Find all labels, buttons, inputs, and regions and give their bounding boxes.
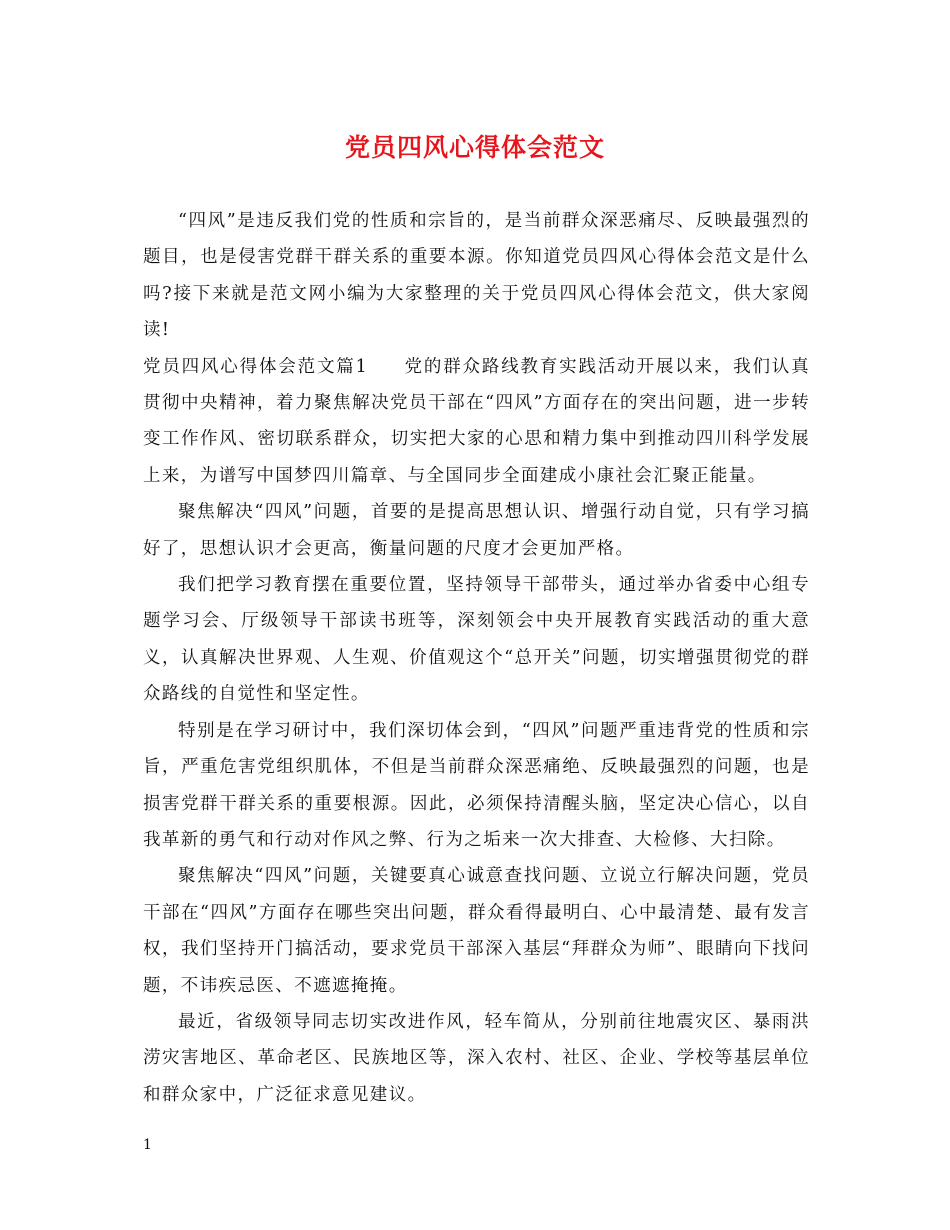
section-heading: 党员四风心得体会范文篇1 — [143, 356, 369, 377]
body-paragraph-2: 我们把学习教育摆在重要位置，坚持领导干部带头，通过举办省委中心组专题学习会、厅级领导干部读书班等，深刻领会中央开展教育实践活动的重大意义，认真解决世界观、人生观、价值观这个“总开关”问题，切实增强贯彻党的群众路线的自觉性和坚定性。 — [143, 575, 810, 705]
intro-paragraph: “四风”是违反我们党的性质和宗旨的，是当前群众深恶痛尽、反映最强烈的题目，也是侵害党群干群关系的重要本源。你知道党员四风心得体会范文是什么吗?接下来就是范文网小编为大家整理的关于党员四风心得体会范文，供大家阅读! — [143, 211, 810, 341]
document-title: 党员四风心得体会范文 — [344, 133, 605, 162]
body-paragraph-3: 特别是在学习研讨中，我们深切体会到，“四风”问题严重违背党的性质和宗旨，严重危害党组织肌体，不但是当前群众深恶痛绝、反映最强烈的问题，也是损害党群干群关系的重要根源。因此，必须保持清醒头脑，坚定决心信心，以自我革新的勇气和行动对作风之弊、行为之垢来一次大排查、大检修、大扫除。 — [143, 720, 810, 850]
body-paragraph-5: 最近，省级领导同志切实改进作风，轻车简从，分别前往地震灾区、暴雨洪涝灾害地区、革命老区、民族地区等，深入农村、社区、企业、学校等基层单位和群众家中，广泛征求意见建议。 — [143, 1011, 810, 1105]
body-paragraph-1: 聚焦解决“四风”问题，首要的是提高思想认识、增强行动自觉，只有学习搞好了，思想认识才会更高，衡量问题的尺度才会更加严格。 — [143, 502, 810, 559]
body-paragraph-4: 聚焦解决“四风”问题，关键要真心诚意查找问题、立说立行解决问题，党员干部在“四风”方面存在哪些突出问题，群众看得最明白、心中最清楚、最有发言权，我们坚持开门搞活动，要求党员干部深入基层“拜群众为师”、眼睛向下找问题，不讳疾忌医、不遮遮掩掩。 — [143, 866, 810, 996]
section-paragraph — [143, 349, 810, 495]
document-body — [143, 203, 810, 1113]
section-text: 党的群众路线教育实践活动开展以来，我们认真贯彻中央精神，着力聚焦解决党员干部在“四风”方面存在的突出问题，进一步转变工作作风、密切联系群众，切实把大家的心思和精力集中到推动四川科学发展上来，为谱写中国梦四川篇章、与全国同步全面建成小康社会汇聚正能量。 — [143, 356, 811, 486]
page-number: 1 — [143, 1137, 152, 1153]
